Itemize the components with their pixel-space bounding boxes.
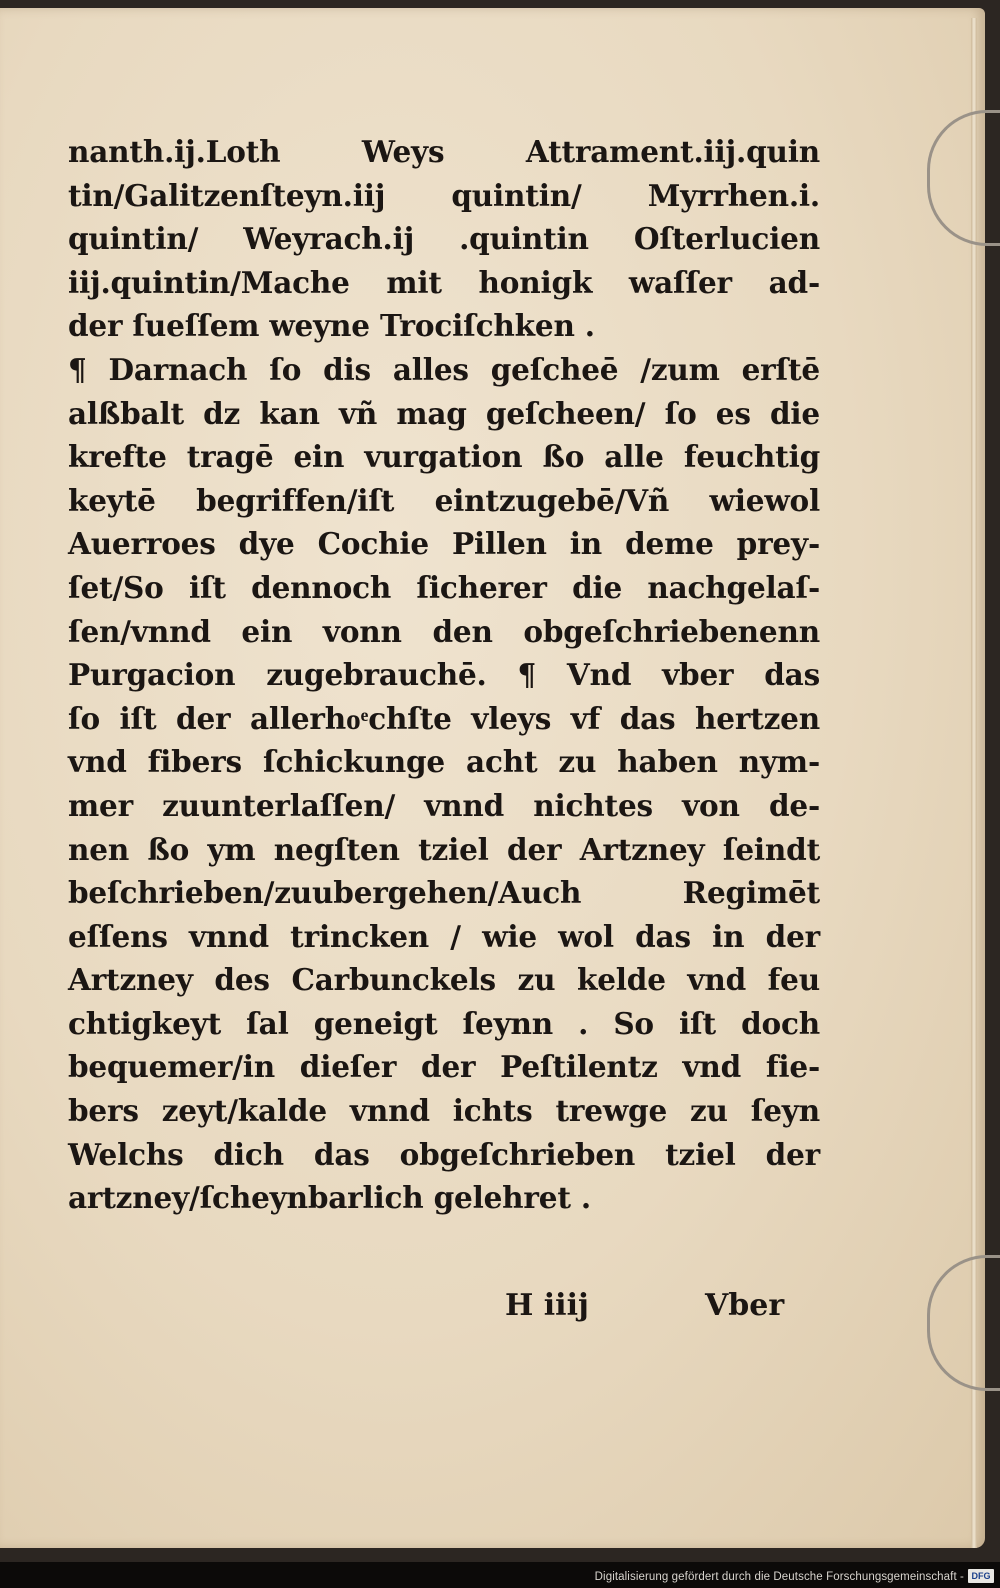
- text-line: ¶ Darnach ſo dis alles geſcheē /zum erſtē: [68, 351, 820, 387]
- text-line: Welchs dich das obgeſchrieben tziel der: [68, 1136, 820, 1172]
- text-line: der ſueſſem weyne Trociſchken .: [68, 308, 595, 344]
- signature-mark: H iiij: [505, 1288, 589, 1323]
- text-line: vnd fibers ſchickunge acht zu haben nym-: [68, 744, 820, 780]
- catchword: Vber: [705, 1288, 785, 1323]
- text-line: iij.quintin/Mache mit honigk waſſer ad-: [68, 264, 820, 300]
- funding-credit: Digitalisierung gefördert durch die Deutsche Forschungsgemeinschaft -: [594, 1571, 964, 1583]
- text-line: chtigkeyt ſal geneigt ſeynn . So iſt doch: [68, 1005, 820, 1041]
- text-line: Artzney des Carbunckels zu kelde vnd feu: [68, 962, 820, 998]
- text-line: alßbalt dz kan vñ mag geſcheen/ ſo es die: [68, 395, 820, 431]
- text-line: artzney/ſcheynbarlich gelehret .: [68, 1180, 591, 1216]
- dfg-logo-icon: DFG: [968, 1569, 994, 1583]
- text-line: mer zuunterlaſſen/ vnnd nichtes von de-: [68, 787, 820, 823]
- text-line: krefte tragē ein vurgation ßo alle feuchtig: [68, 439, 820, 475]
- text-line: ſo iſt der allerhoͤchſte vleys vf das hertzen: [68, 700, 820, 736]
- text-line: beſchrieben/zuubergehen/Auch Regimēt: [68, 875, 820, 911]
- text-line: Purgacion zugebrauchē. ¶ Vnd vber das: [68, 657, 820, 693]
- text-line: Auerroes dye Cochie Pillen in deme prey-: [68, 526, 820, 562]
- text-line: bers zeyt/kalde vnnd ichts trewge zu ſeyn: [68, 1093, 820, 1129]
- text-line: nanth.ij.Loth Weys Attrament.iij.quin: [68, 134, 820, 169]
- text-line: ſen/vnnd ein vonn den obgeſchriebenenn: [68, 613, 820, 649]
- text-line: quintin/ Weyrach.ij .quintin Oſterlucien: [68, 221, 820, 257]
- page-foot: [0, 1288, 985, 1338]
- text-line: keytē begriffen/iſt eintzugebē/Vñ wiewol: [68, 482, 820, 518]
- book-page: [0, 8, 985, 1548]
- body-text: [68, 130, 820, 1220]
- text-line: eſſens vnnd trincken / wie wol das in der: [68, 918, 820, 954]
- text-line: nen ßo ym negſten tziel der Artzney ſeindt: [68, 831, 820, 867]
- text-line: ſet/So iſt dennoch ſicherer die nachgelaſ-: [68, 569, 820, 605]
- text-line: bequemer/in dieſer der Peſtilentz vnd fie-: [68, 1049, 820, 1085]
- text-line: tin/Galitzenſteyn.iij quintin/ Myrrhen.i.: [68, 177, 820, 213]
